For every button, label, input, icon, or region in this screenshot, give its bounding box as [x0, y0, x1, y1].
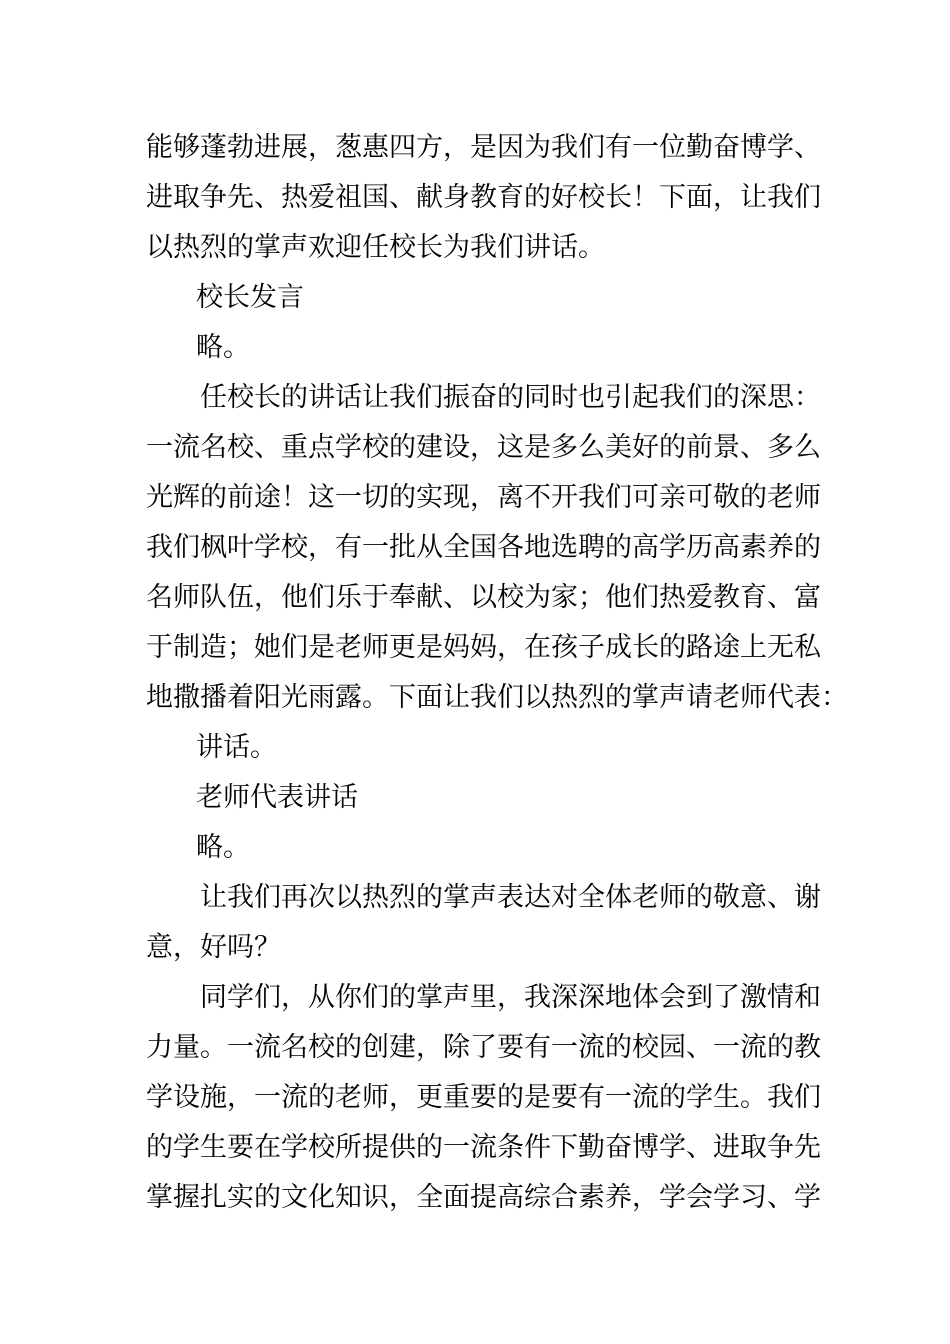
text-line: 以热烈的掌声欢迎任校长为我们讲话。 [146, 232, 605, 263]
text-line: 掌握扎实的文化知识，全面提高综合素养，学会学习、学 [146, 1182, 821, 1213]
text-line: 学设施，一流的老师，更重要的是要有一流的学生。我们 [146, 1082, 821, 1113]
text-line: 略。 [196, 332, 250, 363]
paragraph-first-line: 同学们，从你们的掌声里，我深深地体会到了激情和 [200, 982, 821, 1013]
text-line: 意，好吗？ [146, 932, 281, 963]
text-line: 我们枫叶学校，有一批从全国各地选聘的高学历高素养的 [146, 532, 821, 563]
text-line: 力量。一流名校的创建，除了要有一流的校园、一流的教 [146, 1032, 821, 1063]
paragraph-first-line: 任校长的讲话让我们振奋的同时也引起我们的深思： [200, 382, 821, 413]
text-line: 能够蓬勃进展，葱惠四方，是因为我们有一位勤奋博学、 [146, 132, 821, 163]
text-line: 讲话。 [196, 732, 277, 763]
paragraph-first-line: 让我们再次以热烈的掌声表达对全体老师的敬意、谢 [200, 882, 821, 913]
text-line: 地撒播着阳光雨露。下面让我们以热烈的掌声请老师代表： [146, 682, 848, 713]
section-heading: 老师代表讲话 [196, 782, 358, 813]
text-line: 的学生要在学校所提供的一流条件下勤奋博学、进取争先 [146, 1132, 821, 1163]
text-line: 光辉的前途！这一切的实现，离不开我们可亲可敬的老师 [146, 482, 821, 513]
text-line: 进取争先、热爱祖国、献身教育的好校长！下面，让我们 [146, 182, 821, 213]
section-heading: 校长发言 [196, 282, 304, 313]
text-line: 于制造；她们是老师更是妈妈，在孩子成长的路途上无私 [146, 632, 821, 663]
text-line: 略。 [196, 832, 250, 863]
text-line: 一流名校、重点学校的建设，这是多么美好的前景、多么 [146, 432, 821, 463]
text-line: 名师队伍，他们乐于奉献、以校为家；他们热爱教育、富 [146, 582, 821, 613]
